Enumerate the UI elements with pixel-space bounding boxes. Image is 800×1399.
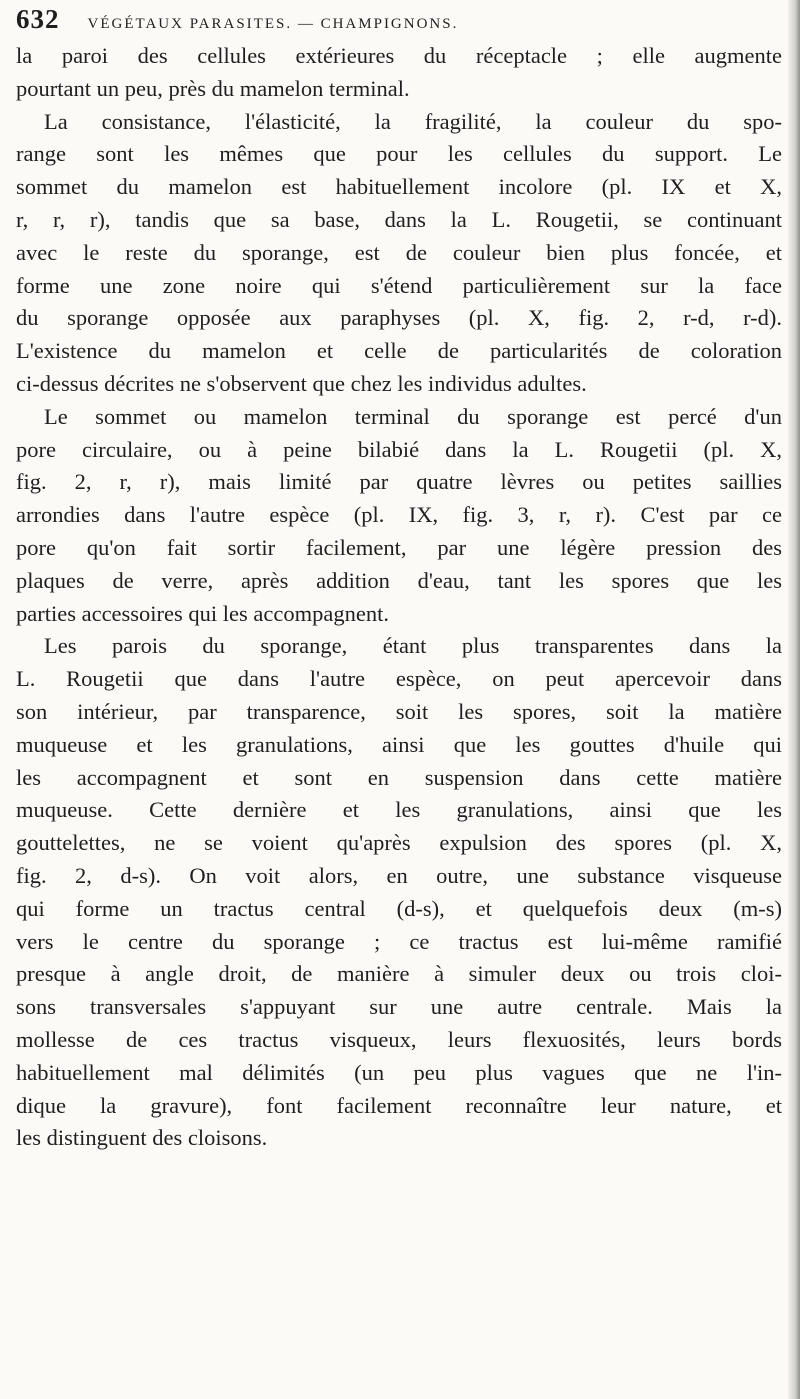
page-number: 632 xyxy=(16,4,60,34)
page-header xyxy=(16,4,776,44)
text-line: pore circulaire, ou à peine bilabié dans la L. Rougetii (pl. X, xyxy=(16,436,782,462)
text-line: mollesse de ces tractus visqueux, leurs flexuosités, leurs bords xyxy=(16,1026,782,1052)
text-line: Les parois du sporange, étant plus transparentes dans la xyxy=(44,633,782,659)
text-line: pore qu'on fait sortir facilement, par une légère pression des xyxy=(16,534,782,560)
text-line: son intérieur, par transparence, soit les spores, soit la matière xyxy=(16,698,782,724)
text-line: les accompagnent et sont en suspension dans cette matière xyxy=(16,764,782,790)
text-line: Le sommet ou mamelon terminal du sporange est percé d'un xyxy=(44,403,782,429)
text-line: muqueuse. Cette dernière et les granulations, ainsi que les xyxy=(16,797,782,823)
text-line: arrondies dans l'autre espèce (pl. IX, fig. 3, r, r). C'est par ce xyxy=(16,502,782,528)
text-line: presque à angle droit, de manière à simuler deux ou trois cloi- xyxy=(16,961,782,987)
text-line: La consistance, l'élasticité, la fragilité, la couleur du spo- xyxy=(44,108,782,134)
text-line: L. Rougetii que dans l'autre espèce, on peut apercevoir dans xyxy=(16,666,782,692)
page-edge-shadow xyxy=(788,0,800,1399)
text-line: les distinguent des cloisons. xyxy=(16,1125,268,1151)
text-line: range sont les mêmes que pour les cellules du support. Le xyxy=(16,141,782,167)
text-line: dique la gravure), font facilement reconnaître leur nature, et xyxy=(16,1092,782,1118)
text-line: qui forme un tractus central (d-s), et quelquefois deux (m-s) xyxy=(16,895,782,921)
text-line: fig. 2, r, r), mais limité par quatre lèvres ou petites saillies xyxy=(16,469,782,495)
text-line: du sporange opposée aux paraphyses (pl. X, fig. 2, r-d, r-d). xyxy=(16,305,782,331)
text-line: sommet du mamelon est habituellement incolore (pl. IX et X, xyxy=(16,174,782,200)
text-line: avec le reste du sporange, est de couleur bien plus foncée, et xyxy=(16,239,782,265)
text-line: parties accessoires qui les accompagnent. xyxy=(16,600,389,626)
text-line: L'existence du mamelon et celle de particularités de coloration xyxy=(16,338,782,364)
text-line: sons transversales s'appuyant sur une autre centrale. Mais la xyxy=(16,994,782,1020)
text-line: habituellement mal délimités (un peu plus vagues que ne l'in- xyxy=(16,1059,782,1085)
body-text xyxy=(16,40,782,1155)
text-line: vers le centre du sporange ; ce tractus est lui-même ramifié xyxy=(16,928,782,954)
text-line: ci-dessus décrites ne s'observent que chez les individus adultes. xyxy=(16,370,587,396)
text-line: fig. 2, d-s). On voit alors, en outre, une substance visqueuse xyxy=(16,862,782,888)
text-line: gouttelettes, ne se voient qu'après expulsion des spores (pl. X, xyxy=(16,830,782,856)
text-line: la paroi des cellules extérieures du réceptacle ; elle augmente xyxy=(16,43,782,68)
text-line: plaques de verre, après addition d'eau, tant les spores que les xyxy=(16,567,782,593)
running-title: VÉGÉTAUX PARASITES. — CHAMPIGNONS. xyxy=(87,16,459,32)
text-line: pourtant un peu, près du mamelon terminal. xyxy=(16,75,410,101)
text-line: r, r, r), tandis que sa base, dans la L. Rougetii, se continuant xyxy=(16,206,782,232)
text-line: forme une zone noire qui s'étend particulièrement sur la face xyxy=(16,272,782,298)
text-line: muqueuse et les granulations, ainsi que les gouttes d'huile qui xyxy=(16,731,782,757)
